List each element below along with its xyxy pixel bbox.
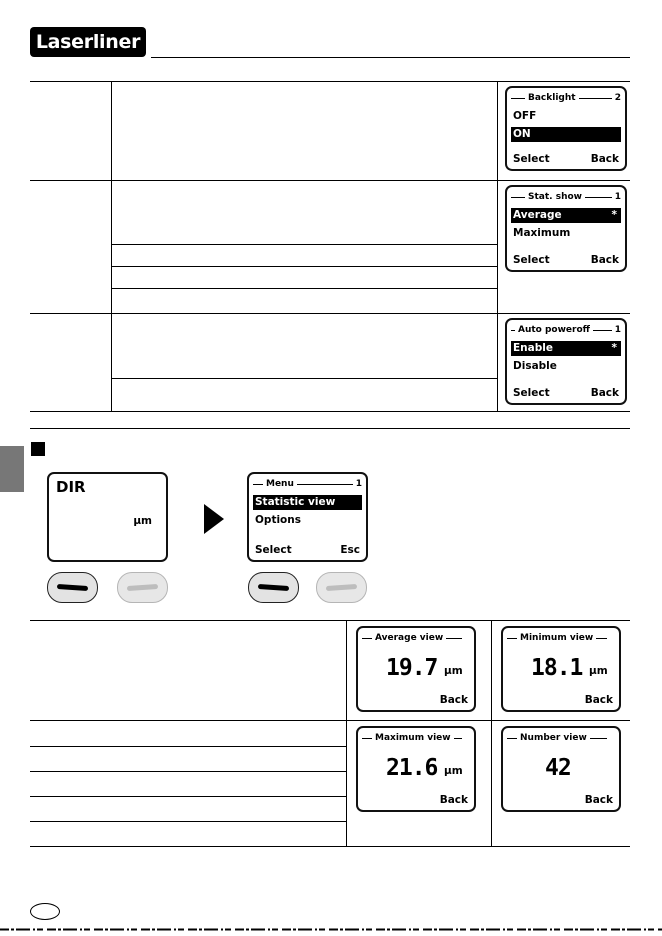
softkey-select[interactable]: Select [513, 254, 550, 266]
softkey-back[interactable]: Back [590, 153, 619, 165]
softkey-back[interactable]: Back [439, 694, 468, 706]
option-maximum[interactable]: Maximum [513, 227, 571, 239]
active-marker: * [611, 209, 617, 221]
table-bottom-border [30, 411, 630, 412]
table-row-divider [30, 313, 630, 314]
minimum-value: 18.1 [531, 655, 583, 681]
unit-label: µm [133, 515, 152, 527]
option-options[interactable]: Options [255, 514, 301, 526]
softkey-select[interactable]: Select [255, 544, 292, 556]
header-rule [151, 57, 630, 58]
screen-title: Number view [517, 732, 590, 745]
table-subrow-divider [111, 378, 497, 379]
button-bar-icon [326, 584, 357, 591]
option-label: Average [513, 209, 562, 221]
right-softkey-button[interactable] [117, 572, 168, 603]
softkey-back[interactable]: Back [439, 794, 468, 806]
screen-title: Menu [263, 478, 297, 491]
button-bar-icon [258, 584, 289, 591]
arrow-right-icon [204, 504, 224, 534]
softkey-back[interactable]: Back [584, 694, 613, 706]
lcd-number-view [501, 726, 621, 812]
left-softkey-button[interactable] [248, 572, 299, 603]
table-subrow-divider [111, 288, 497, 289]
table-subrow-divider [30, 746, 346, 747]
lcd-backlight-screen [505, 86, 627, 171]
lcd-maximum-view [356, 726, 476, 812]
lcd-measurement-screen [47, 472, 168, 562]
softkey-esc[interactable]: Esc [340, 544, 360, 556]
active-marker: * [611, 342, 617, 354]
button-bar-icon [57, 584, 88, 591]
maximum-value: 21.6 [386, 755, 438, 781]
table-subrow-divider [111, 244, 497, 245]
table-column-divider [491, 620, 492, 847]
option-average-selected[interactable] [511, 208, 621, 223]
screen-title: Auto poweroff [515, 324, 593, 337]
table-subrow-divider [30, 821, 346, 822]
table-subrow-divider [30, 771, 346, 772]
table-top-border [30, 81, 630, 82]
table-subrow-divider [111, 266, 497, 267]
option-statistic-view-selected[interactable]: Statistic view [253, 495, 362, 510]
button-bar-icon [127, 584, 158, 591]
unit-label: µm [444, 665, 463, 677]
table-subrow-divider [30, 796, 346, 797]
side-tab [0, 446, 24, 492]
screen-title: Minimum view [517, 632, 596, 645]
option-on-selected[interactable]: ON [511, 127, 621, 142]
section-marker-square [31, 442, 45, 456]
screen-number: 1 [353, 478, 362, 491]
screen-title: Maximum view [372, 732, 454, 745]
footer-print-artifact [0, 928, 662, 931]
number-value: 42 [545, 755, 571, 781]
lcd-auto-poweroff-screen [505, 318, 627, 405]
table-column-divider [497, 81, 498, 412]
screen-title: Stat. show [525, 191, 585, 204]
unit-label: µm [589, 665, 608, 677]
softkey-back[interactable]: Back [590, 254, 619, 266]
screen-number: 2 [612, 92, 621, 105]
unit-label: µm [444, 765, 463, 777]
table-top-border [30, 620, 630, 621]
screen-title: Average view [372, 632, 446, 645]
right-softkey-button[interactable] [316, 572, 367, 603]
softkey-back[interactable]: Back [590, 387, 619, 399]
option-off[interactable]: OFF [513, 110, 537, 122]
laserliner-logo: Laserliner [30, 27, 146, 57]
table-column-divider [111, 81, 112, 412]
table-row-divider [30, 180, 630, 181]
softkey-select[interactable]: Select [513, 387, 550, 399]
left-softkey-button[interactable] [47, 572, 98, 603]
lcd-menu-screen [247, 472, 368, 562]
table-column-divider [346, 620, 347, 847]
screen-number: 1 [612, 191, 621, 204]
screen-number: 1 [612, 324, 621, 337]
average-value: 19.7 [386, 655, 438, 681]
section-rule [30, 428, 630, 429]
lcd-minimum-view [501, 626, 621, 712]
option-label: Enable [513, 342, 553, 354]
lcd-stat-show-screen [505, 185, 627, 272]
softkey-select[interactable]: Select [513, 153, 550, 165]
language-flag-oval [30, 903, 60, 920]
lcd-average-view [356, 626, 476, 712]
option-enable-selected[interactable] [511, 341, 621, 356]
table-row-divider [30, 720, 630, 721]
option-disable[interactable]: Disable [513, 360, 557, 372]
table-bottom-border [30, 846, 630, 847]
screen-title: Backlight [525, 92, 579, 105]
mode-label: DIR [56, 478, 86, 496]
softkey-back[interactable]: Back [584, 794, 613, 806]
